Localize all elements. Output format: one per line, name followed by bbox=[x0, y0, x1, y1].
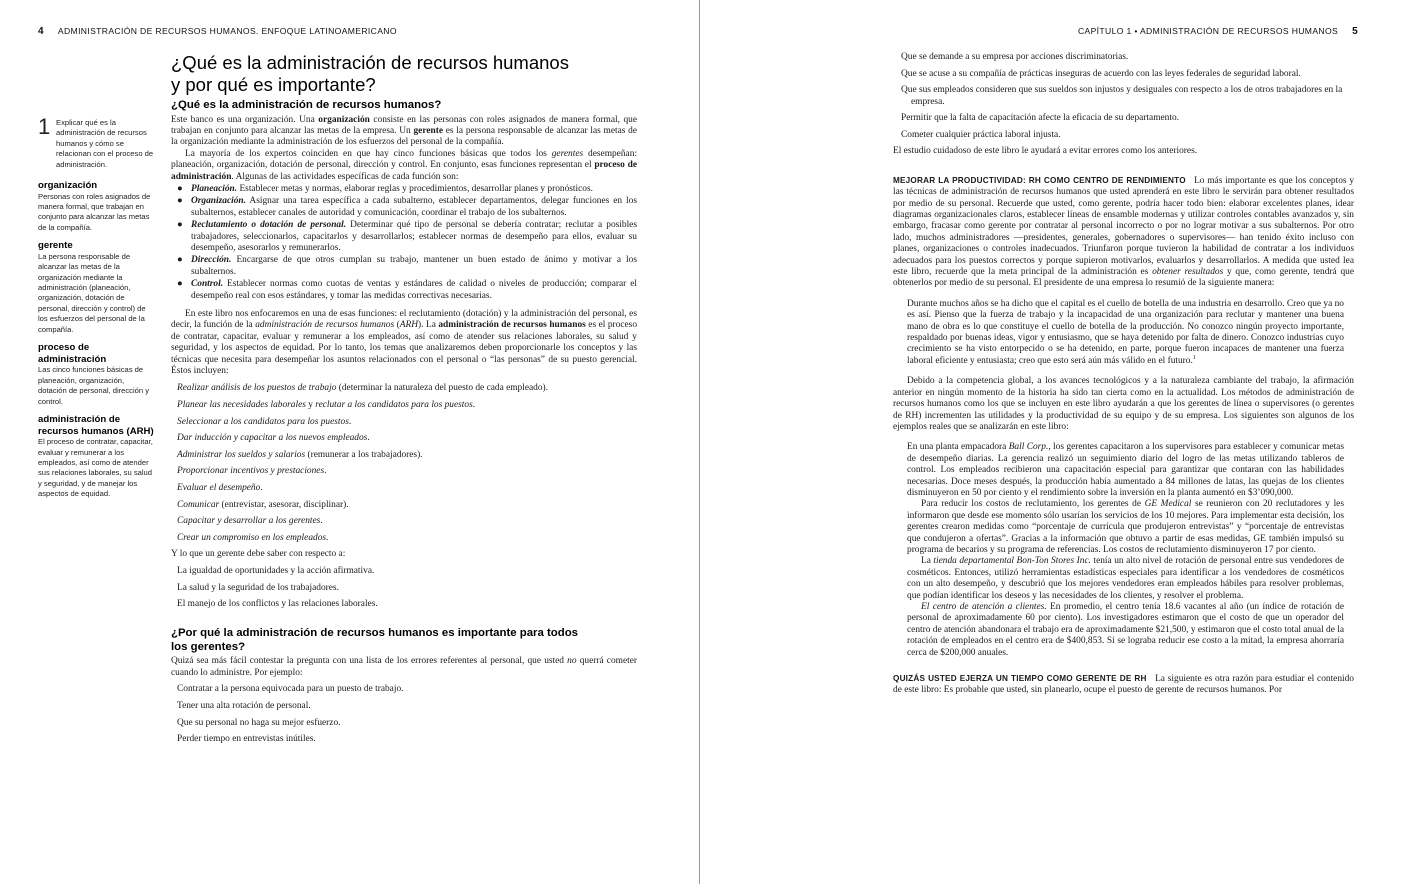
glossary-definition: El proceso de contratar, capacitar, evaluar y remunerar a los empleados, así como de atender sus relaciones laborales, su salud y seguridad, y de manejar los aspectos de equidad. bbox=[38, 437, 153, 499]
page-number-right: 5 bbox=[1352, 26, 1358, 37]
know-item: La salud y la seguridad de los trabajadores. bbox=[177, 582, 339, 593]
glossary-term: administración de recursos humanos (ARH) bbox=[38, 413, 154, 437]
example-ball-corp: En una planta empacadora Ball Corp., los gerentes capacitaron a los supervisores para establecer y comunicar metas de desempeño diarias. La gerencia realizó un seguimiento diario del logro de las metas utilizando tableros de control. Los empleados recibieron una capacitación especial para garantizar que contaran con las habilidades necesarias. Doce meses después, la producción había aumentado a 84 millones de latas, las quejas de los clientes disminuyeron en 50 por ciento y el rendimiento sobre la inversión en la planta aumentó en $3’090,000. bbox=[907, 442, 1344, 498]
topic-item: Planear las necesidades laborales y reclutar a los candidatos para los puestos. bbox=[177, 400, 476, 411]
right-page bbox=[700, 0, 1402, 884]
glossary-term: proceso de administración bbox=[38, 342, 107, 365]
running-head-right-text: CAPÍTULO 1 • ADMINISTRACIÓN DE RECURSOS HUMANOS bbox=[1077, 26, 1339, 36]
left-page bbox=[0, 0, 699, 884]
topic-item: Dar inducción y capacitar a los nuevos empleados. bbox=[177, 433, 370, 444]
topic-item: Administrar los sueldos y salarios (remunerar a los trabajadores). bbox=[177, 449, 423, 460]
glossary-entry bbox=[38, 414, 154, 500]
paragraph-hrm-definition: En este libro nos enfocaremos en una de esas funciones: el reclutamiento (dotación) y la administración del personal, es decir, la función de la administración de recursos humanos (ARH). La administración de recursos humanos es el proceso de contratar, capacitar, evaluar y remunerar a los empleados, así como de atender sus relaciones laborales, su salud y seguridad, y los aspectos de equidad. Por lo tanto, los temas que analizaremos deben proporcionarle los conceptos y las técnicas que necesita para desempeñar los asuntos relacionados con el personal o “las personas” de su puesto gerencial. Éstos incluyen: bbox=[171, 309, 638, 377]
main-column-right bbox=[893, 52, 1354, 697]
paragraph-hr-manager: QUIZÁS USTED EJERZA UN TIEMPO COMO GERENTE DE RH La siguiente es otra razón para estudiar el contenido de este libro: Es probable que usted, sin planearlo, ocupe el puesto de gerente de recursos humanos. Por bbox=[893, 674, 1354, 696]
block-quote: Durante muchos años se ha dicho que el capital es el cuello de botella de una industria en desarrollo. Creo que ya no es así. Pienso que la fuerza de trabajo y la incapacidad de una organización para reclutar y mantener una buena mano de obra es lo que constituye el cuello de botella de la producción. No conozco ningún proyecto importante, respaldado por buenas ideas, vigor y entusiasmo, que se haya detenido por falta de dinero. Conozco industrias cuyo crecimiento se ha visto entorpecido o se ha detenido, en parte, porque fueron incapaces de mantener una fuerza laboral eficiente y entusiasta; creo que esto será aún más válido en el futuro.$^1$ bbox=[907, 298, 1344, 366]
objective-number: 1 bbox=[38, 114, 51, 139]
glossary-entry bbox=[38, 342, 154, 407]
function-bullet: ● Reclutamiento o dotación de personal. Determinar qué tipo de personal se debería contratar; reclutar a posibles trabajadores, seleccionarlos, capacitarlos y desarrollarlos; establecer normas de desempeño para ellos, evaluar su desempeño, asesorarlos y remunerarlos. bbox=[177, 220, 637, 253]
title-line-2: y por qué es importante? bbox=[171, 74, 376, 95]
learning-objective bbox=[38, 114, 154, 170]
running-head-right bbox=[1078, 26, 1358, 37]
run-in-heading-productivity: MEJORAR LA PRODUCTIVIDAD: RH COMO CENTRO DE RENDIMIENTO bbox=[893, 175, 1186, 185]
topic-item: Evaluar el desempeño. bbox=[177, 483, 263, 493]
paragraph-competition: Debido a la competencia global, a los avances tecnológicos y a la naturaleza cambiante del trabajo, la afirmación anterior en ningún momento de la historia ha sido tan cierta como en la actualidad. Los métodos de administración de recursos humanos como los que se incluyen en este libro ayudarán a que los gerentes de línea o supervisores (o gerentes de RH) incrementen las utilidades y la productividad de su equipo y de su empresa. Los siguientes son algunos de los ejemplos reales que se analizarán en este libro: bbox=[893, 376, 1354, 432]
running-head-left-text: ADMINISTRACIÓN DE RECURSOS HUMANOS. ENFOQUE LATINOAMERICANO bbox=[57, 26, 397, 36]
objective-text: Explicar qué es la administración de recursos humanos y cómo se relacionan con el proceso de administración. bbox=[56, 118, 154, 169]
function-bullet: ● Planeación. Establecer metas y normas, elaborar reglas y procedimientos, desarrollar planes y pronósticos. bbox=[177, 183, 593, 194]
example-call-center: El centro de atención a clientes. En promedio, el centro tenía 18.6 vacantes al año (un índice de rotación de personal de aproximadamente 60 por ciento). Los investigadores estimaron que el costo de que un operador del centro de atención abandonara el trabajo era de aproximadamente $21,500, y estimaron que el costo total anual de la rotación de empleados en el centro era de $400,853. Si se lograba reducir ese costo a la mitad, la empresa ahorraría cerca de $200,000 anuales. bbox=[907, 602, 1344, 658]
know-item: El manejo de los conflictos y las relaciones laborales. bbox=[177, 599, 378, 610]
running-head-left bbox=[38, 26, 397, 37]
error-item: Que se acuse a su compañía de prácticas inseguras de acuerdo con las leyes federales de seguridad laboral. bbox=[901, 68, 1301, 79]
know-item: La igualdad de oportunidades y la acción afirmativa. bbox=[177, 565, 375, 576]
glossary-definition: Las cinco funciones básicas de planeación, organización, dotación de personal, dirección y control. bbox=[38, 365, 150, 406]
glossary-entry bbox=[38, 240, 154, 335]
section-title bbox=[171, 52, 637, 96]
topic-item: Proporcionar incentivos y prestaciones. bbox=[177, 466, 327, 477]
main-column-left bbox=[171, 52, 637, 751]
function-bullet: ● Organización. Asignar una tarea específica a cada subalterno, establecer departamentos, delegar funciones en los subalternos, establecer canales de autoridad y comunicación, coordinar el trabajo de los subalternos. bbox=[177, 196, 637, 218]
title-line-1: ¿Qué es la administración de recursos humanos bbox=[171, 52, 569, 73]
page-number-left: 4 bbox=[38, 26, 44, 37]
error-item: Permitir que la falta de capacitación afecte la eficacia de su departamento. bbox=[901, 113, 1179, 124]
topic-item: Realizar análisis de los puestos de trabajo (determinar la naturaleza del puesto de cada empleado). bbox=[177, 383, 548, 394]
glossary-term: gerente bbox=[38, 240, 73, 252]
error-item: Cometer cualquier práctica laboral injusta. bbox=[901, 129, 1061, 140]
function-bullet: ● Control. Establecer normas como cuotas de ventas y estándares de calidad o niveles de producción; comparar el desempeño real con esos estándares, y tomar las medidas correctivas necesarias. bbox=[177, 279, 637, 301]
glossary-definition: Personas con roles asignados de manera formal, que trabajan en conjunto para alcanzar las metas de la compañía. bbox=[38, 191, 151, 232]
error-item: Perder tiempo en entrevistas inútiles. bbox=[177, 734, 316, 745]
glossary-term: organización bbox=[38, 180, 98, 192]
error-item: Que su personal no haga su mejor esfuerzo. bbox=[177, 717, 341, 728]
error-item: Que se demande a su empresa por acciones discriminatorias. bbox=[901, 52, 1129, 62]
paragraph-intro: Este banco es una organización. Una organización consiste en las personas con roles asignados de manera formal, que trabajan en conjunto para alcanzar las metas de la empresa. Un gerente es la persona responsable de alcanzar las metas de la organización mediante la administración de los esfuerzos del personal de la compañía. bbox=[171, 114, 638, 148]
glossary-definition: La persona responsable de alcanzar las metas de la organización mediante la administración (planeación, organización, dotación de personal, dirección y control) de los esfuerzos del personal de la compañía. bbox=[38, 251, 146, 334]
footnote-reference: 1 bbox=[1192, 354, 1196, 361]
function-bullet: ● Dirección. Encargarse de que otros cumplan su trabajo, mantener un buen estado de ánimo y motivar a los subalternos. bbox=[177, 255, 637, 277]
topic-item: Seleccionar a los candidatos para los puestos. bbox=[177, 416, 352, 427]
paragraph-know: Y lo que un gerente debe saber con respecto a: bbox=[171, 549, 346, 560]
example-bon-ton: La tienda departamental Bon-Ton Stores Inc. tenía un alto nivel de rotación de personal entre sus vendedores de cosméticos. Entonces, utilizó herramientas estadísticas especiales para identificar a los vendedores de cosméticos con un alto desempeño, y descubrió que los mejores vendedores eran empleados hábiles para resolver problemas, que podían identificar los deseos y las necesidades de los clientes, y resolver el problema. bbox=[907, 556, 1344, 601]
example-ge-medical: Para reducir los costos de reclutamiento, los gerentes de GE Medical se reunieron con 20 reclutadores y les informaron que desde ese momento sólo usarían los servicios de los 10 mejores. Para implementar esta decisión, los gerentes crearon medidas como “porcentaje de currícula que produjeron entrevistas” y “porcentaje de entrevistas que condujeron a ofertas”. Gracias a la información que obtuvo a partir de esas medidas, GE también impulsó su programa de becarios y su programa de referencias. Los costos de reclutamiento disminuyeron 17 por ciento. bbox=[907, 499, 1344, 555]
error-item: Que sus empleados consideren que sus sueldos son injustos y desiguales con respecto a los de otros trabajadores en la empresa. bbox=[901, 85, 1343, 107]
error-item: Contratar a la persona equivocada para un puesto de trabajo. bbox=[177, 683, 404, 694]
paragraph-study: El estudio cuidadoso de este libro le ayudará a evitar errores como los anteriores. bbox=[893, 146, 1198, 157]
paragraph-functions: La mayoría de los expertos coinciden en que hay cinco funciones básicas que todos los gerentes desempeñan: planeación, organización, dotación de personal, dirección y control. En conjunto, esas funciones representan el proceso de administración. Algunas de las actividades específicas de cada función son: bbox=[171, 148, 637, 182]
topic-item: Crear un compromiso en los empleados. bbox=[177, 532, 329, 543]
subheading-what-is-hrm: ¿Qué es la administración de recursos humanos? bbox=[171, 99, 442, 111]
glossary-entry bbox=[38, 180, 154, 233]
topic-item: Comunicar (entrevistar, asesorar, disciplinar). bbox=[177, 499, 349, 510]
margin-column bbox=[38, 114, 154, 507]
paragraph-errors-intro: Quizá sea más fácil contestar la pregunta con una lista de los errores referentes al personal, que usted no querrá cometer cuando lo administre. Por ejemplo: bbox=[171, 656, 637, 678]
run-in-heading-hr-manager: QUIZÁS USTED EJERZA UN TIEMPO COMO GERENTE DE RH bbox=[893, 674, 1147, 684]
error-item: Tener una alta rotación de personal. bbox=[177, 700, 311, 711]
topic-item: Capacitar y desarrollar a los gerentes. bbox=[177, 516, 323, 527]
subheading-why-important: ¿Por qué la administración de recursos humanos es importante para todos los gerentes? bbox=[171, 627, 578, 653]
paragraph-productivity: MEJORAR LA PRODUCTIVIDAD: RH COMO CENTRO DE RENDIMIENTO Lo más importante es que los conceptos y las técnicas de administración de recursos humanos que usted aprenderá en este libro le servirán para obtener resultados por medio de su personal. Recuerde que usted, como gerente, podría hacer todo bien: elaborar excelentes planes, idear diagramas organizacionales claros, establecer líneas de ensamble modernas y utilizar controles contables avanzados y, sin embargo, fracasar como gerente por contratar al personal incorrecto o por no lograr motivar a sus subalternos. Por otro lado, muchos administradores —presidentes, generales, gobernadores o supervisores— han tenido éxito incluso con planes, organizaciones o controles inadecuados. Triunfaron porque tuvieron la habilidad de contratar a los individuos adecuados para los puestos correctos y porque supieron motivarlos, evaluarlos y desarrollarlos. A medida que usted lea este libro, recuerde que la meta principal de la administración es obtener resultados y que, como gerente, tendrá que obtenerlos por medio de su personal. El presidente de una empresa lo resumió de la siguiente manera: bbox=[893, 175, 1355, 289]
